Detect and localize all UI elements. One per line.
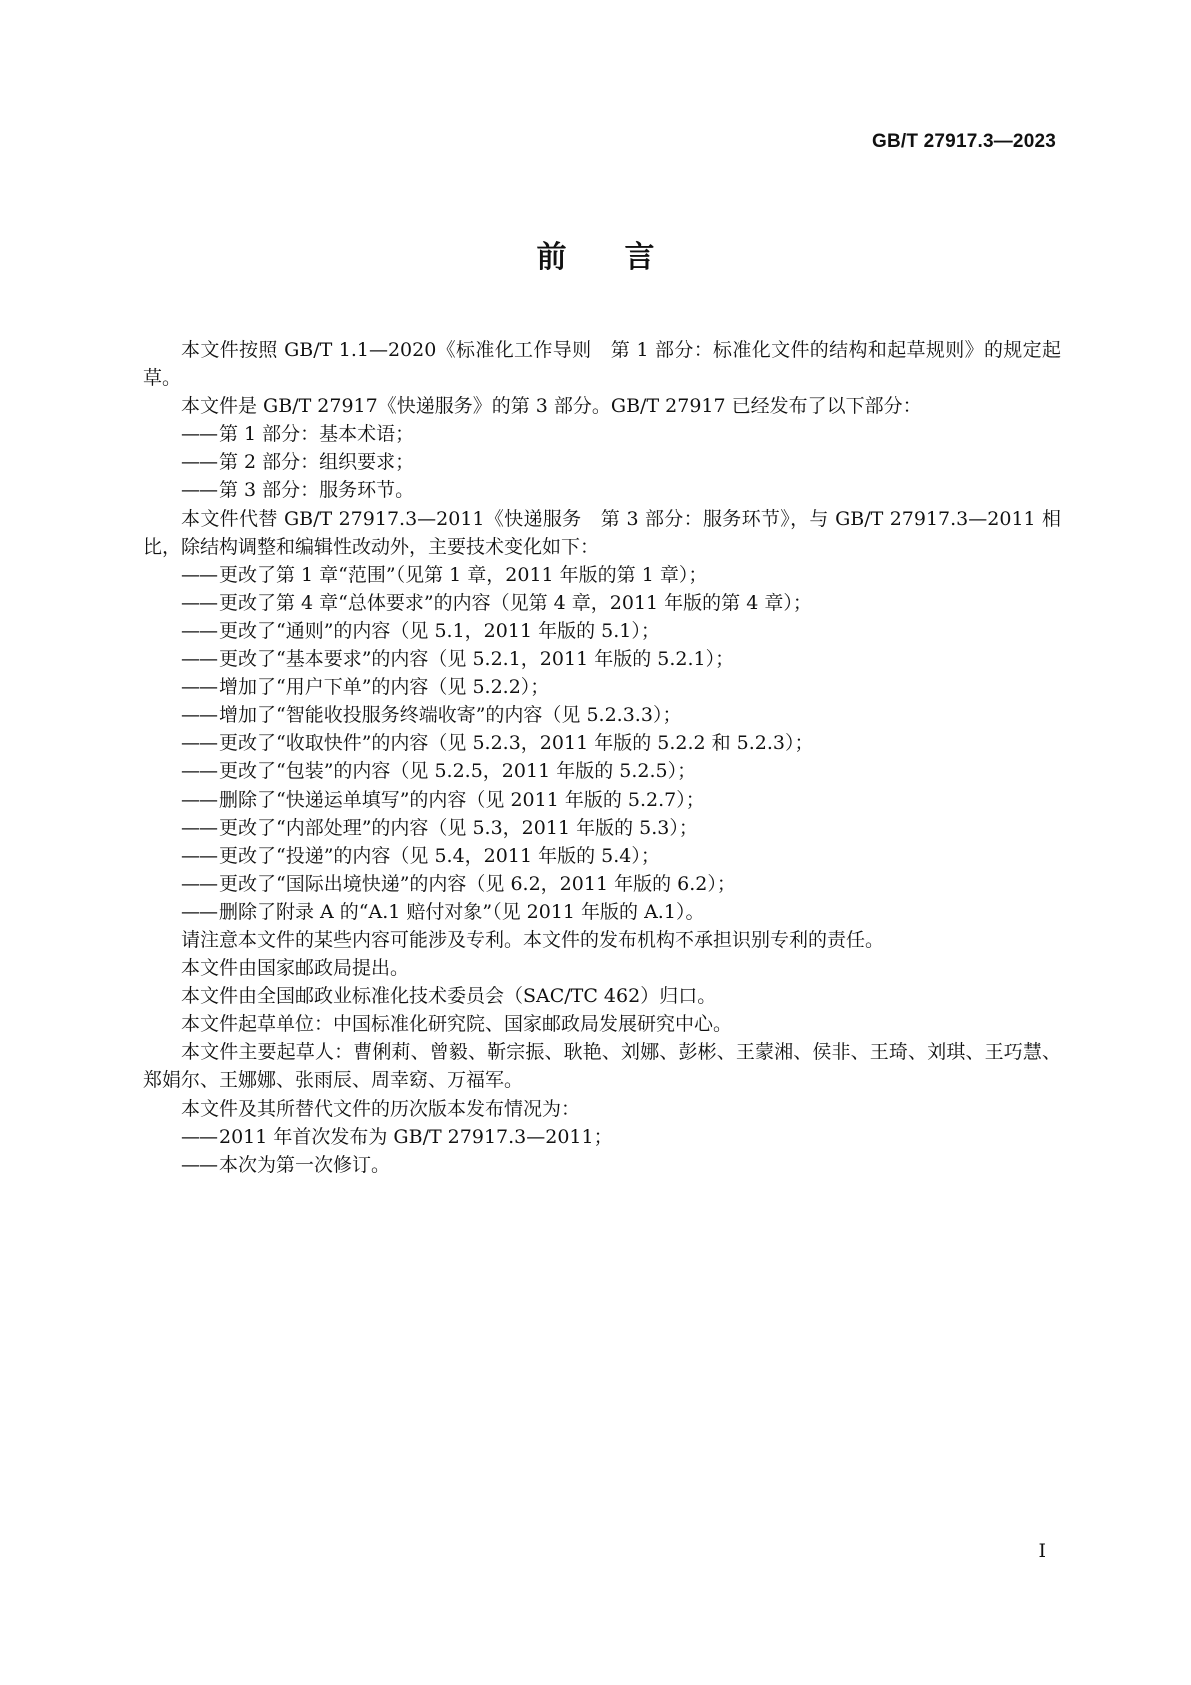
list-dash: —— bbox=[181, 816, 217, 839]
list-item: —— 本次为第一次修订。 bbox=[143, 1151, 1061, 1179]
parts-list bbox=[143, 420, 1061, 504]
foreword-body bbox=[143, 336, 1061, 1179]
list-dash: —— bbox=[181, 900, 217, 923]
list-item: —— 第 3 部分：服务环节。 bbox=[143, 476, 1061, 504]
list-item: —— 更改了“投递”的内容（见 5.4，2011 年版的 5.4）； bbox=[143, 842, 1061, 870]
list-dash: —— bbox=[181, 1125, 217, 1148]
list-item: —— 删除了附录 A 的“A.1 赔付对象”（见 2011 年版的 A.1）。 bbox=[143, 898, 1061, 926]
list-item: —— 更改了“收取快件”的内容（见 5.2.3，2011 年版的 5.2.2 和 5.2.3）； bbox=[143, 729, 1061, 757]
page-title: 前言 bbox=[536, 240, 713, 275]
list-dash: —— bbox=[181, 872, 217, 895]
paragraph-drafting-units: 本文件起草单位：中国标准化研究院、国家邮政局发展研究中心。 bbox=[181, 1013, 733, 1036]
paragraph-version-history: 本文件及其所替代文件的历次版本发布情况为： bbox=[181, 1097, 581, 1120]
history-list bbox=[143, 1123, 1061, 1179]
list-item: —— 删除了“快递运单填写”的内容（见 2011 年版的 5.2.7）； bbox=[143, 786, 1061, 814]
list-item: —— 增加了“智能收投服务终端收寄”的内容（见 5.2.3.3）； bbox=[143, 701, 1061, 729]
paragraph-replacement: 本文件代替 GB/T 27917.3—2011《快递服务 第 3 部分：服务环节》，与 GB/T 27917.3—2011 相比，除结构调整和编辑性改动外，主要技术变化如下： bbox=[143, 507, 1061, 558]
changes-list bbox=[143, 561, 1061, 926]
paragraph-drafting-rules: 本文件按照 GB/T 1.1—2020《标准化工作导则 第 1 部分：标准化文件的结构和起草规则》的规定起草。 bbox=[143, 339, 1061, 390]
paragraph-patent-notice: 请注意本文件的某些内容可能涉及专利。本文件的发布机构不承担识别专利的责任。 bbox=[181, 928, 885, 951]
list-dash: —— bbox=[181, 1153, 217, 1176]
list-item: —— 更改了“国际出境快递”的内容（见 6.2，2011 年版的 6.2）； bbox=[143, 870, 1061, 898]
list-dash: —— bbox=[181, 423, 217, 446]
list-dash: —— bbox=[181, 648, 217, 671]
list-dash: —— bbox=[181, 451, 217, 474]
list-item: —— 更改了“基本要求”的内容（见 5.2.1，2011 年版的 5.2.1）； bbox=[143, 645, 1061, 673]
list-dash: —— bbox=[181, 760, 217, 783]
list-item: —— 更改了第 1 章“范围”（见第 1 章，2011 年版的第 1 章）； bbox=[143, 561, 1061, 589]
page-number: I bbox=[1038, 1540, 1046, 1562]
list-item: —— 更改了“包装”的内容（见 5.2.5，2011 年版的 5.2.5）； bbox=[143, 757, 1061, 785]
paragraph-committee: 本文件由全国邮政业标准化技术委员会（SAC/TC 462）归口。 bbox=[181, 985, 717, 1008]
list-dash: —— bbox=[181, 563, 217, 586]
list-item: —— 更改了“通则”的内容（见 5.1，2011 年版的 5.1）； bbox=[143, 617, 1061, 645]
list-dash: —— bbox=[181, 619, 217, 642]
list-item: —— 增加了“用户下单”的内容（见 5.2.2）； bbox=[143, 673, 1061, 701]
list-item: —— 第 1 部分：基本术语； bbox=[143, 420, 1061, 448]
list-dash: —— bbox=[181, 788, 217, 811]
paragraph-series-parts: 本文件是 GB/T 27917《快递服务》的第 3 部分。GB/T 27917 已经发布了以下部分： bbox=[181, 395, 922, 418]
list-dash: —— bbox=[181, 704, 217, 727]
standard-code: GB/T 27917.3—2023 bbox=[871, 131, 1056, 152]
list-dash: —— bbox=[181, 591, 217, 614]
paragraph-proposer: 本文件由国家邮政局提出。 bbox=[181, 957, 410, 980]
list-dash: —— bbox=[181, 676, 217, 699]
list-item: —— 第 2 部分：组织要求； bbox=[143, 448, 1061, 476]
list-item: —— 更改了“内部处理”的内容（见 5.3，2011 年版的 5.3）； bbox=[143, 814, 1061, 842]
paragraph-drafters: 本文件主要起草人：曹俐莉、曾毅、靳宗振、耿艳、刘娜、彭彬、王蒙湘、侯非、王琦、刘琪、王巧慧、郑娟尔、王娜娜、张雨辰、周幸窈、万福军。 bbox=[143, 1041, 1061, 1092]
list-dash: —— bbox=[181, 479, 217, 502]
list-item: —— 更改了第 4 章“总体要求”的内容（见第 4 章，2011 年版的第 4 章）； bbox=[143, 589, 1061, 617]
list-dash: —— bbox=[181, 844, 217, 867]
list-item: —— 2011 年首次发布为 GB/T 27917.3—2011； bbox=[143, 1123, 1061, 1151]
list-dash: —— bbox=[181, 732, 217, 755]
